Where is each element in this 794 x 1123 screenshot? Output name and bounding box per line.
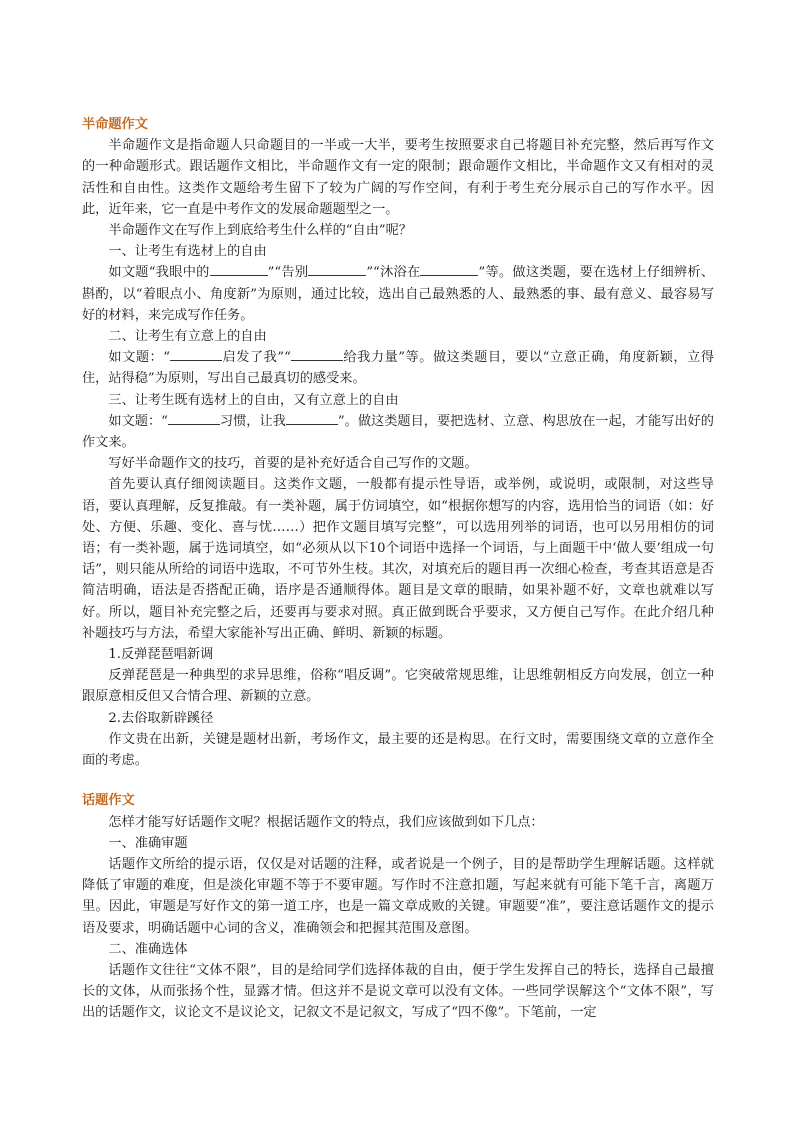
paragraph: 首先要认真仔细阅读题目。这类作文题，一般都有提示性导语，或举例，或说明，或限制，对这些导语，要认真理解，反复推敲。有一类补题，属于仿词填空，如“根据你想写的内容，选用恰当的词语（如：好处、方便、乐趣、变化、喜与忧……）把作文题目填写完整”，可以选用列举的词语，也可以另用相仿的词语；有一类补题，属于选词填空，如“必须从以下10个词语中选择一个词语，与上面题干中‘做人要’组成一句话”，则只能从所给的词语中选取，不可节外生枝。其次，对填充后的题目再一次细心检查，考查其语意是否简洁明确，语法是否搭配正确，语序是否通顺得体。题目是文章的眼睛，如果补题不好，文章也就难以写好。所以，题目补充完整之后，还要再与要求对照。真正做到既合乎要求，又方便自己写作。在此介绍几种补题技巧与方法，希望大家能补写出正确、鲜明、新颖的标题。 (82, 477, 714, 641)
text: 如文题：“ (108, 350, 170, 366)
subheading: 三、让考生既有选材上的自由，又有立意上的自由 (108, 392, 399, 408)
text: 习惯，让我 (219, 413, 286, 429)
document-page (82, 114, 714, 1024)
paragraph: 怎样才能写好话题作文呢？根据话题作文的特点，我们应该做到如下几点： (108, 814, 544, 830)
subheading: 一、准确审题 (108, 835, 188, 851)
text: ”“沐浴在 (366, 265, 421, 281)
paragraph-example-2 (82, 347, 714, 389)
text: 如文题：“ (108, 413, 168, 429)
text: ”。做这类题目，要把选材、立意、构思放在一起，才能写出好的作文来。 (82, 413, 714, 451)
text: ”等。做这类题，要在选材上仔细辨析、斟酌，以“着眼点小、角度新”为原则，通过比较，选出自己最熟悉的人、最熟悉的事、最有意义、最容易写好的材料，来完成写作任务。 (82, 265, 715, 323)
text: ”“告别 (267, 265, 309, 281)
text: 启发了我”“ (222, 350, 291, 366)
section-heading-half-title: 半命题作文 (82, 117, 148, 132)
subheading: 一、让考生有选材上的自由 (108, 244, 267, 260)
subheading: 1.反弹琵琶唱新调 (108, 647, 214, 663)
paragraph: 写好半命题作文的技巧，首要的是补充好适合自己写作的文题。 (108, 456, 478, 472)
paragraph: 半命题作文是指命题人只命题目的一半或一大半，要考生按照要求自己将题目补充完整，然后再写作文的一种命题形式。跟话题作文相比，半命题作文有一定的限制；跟命题作文相比，半命题作文又有相对的灵活性和自由性。这类作文题给考生留下了较为广阔的写作空间，有利于考生充分展示自己的写作水平。因此，近年来，它一直是中考作文的发展命题题型之一。 (82, 138, 714, 217)
fill-blank (168, 412, 220, 425)
fill-blank (170, 348, 222, 361)
paragraph: 半命题作文在写作上到底给考生什么样的“自由”呢？ (108, 223, 412, 239)
paragraph-example-3 (82, 411, 714, 453)
fill-blank (308, 263, 366, 276)
fill-blank (286, 412, 338, 425)
subheading: 二、让考生有立意上的自由 (108, 329, 267, 345)
section-gap (82, 771, 714, 790)
paragraph: 话题作文所给的提示语，仅仅是对话题的注释，或者说是一个例子，目的是帮助学生理解话题。这样就降低了审题的难度，但是淡化审题不等于不要审题。写作时不注意扣题，写起来就有可能下笔千言，离题万里。因此，审题是写好作文的第一道工序，也是一篇文章成败的关键。审题要“准”，要注意话题作文的提示语及要求，明确话题中心词的含义，准确领会和把握其范围及意图。 (82, 856, 714, 936)
paragraph: 反弹琵琶是一种典型的求异思维，俗称“唱反调”。它突破常规思维，让思维朝相反方向发展，创立一种跟原意相反但又合情合理、新颖的立意。 (82, 668, 714, 705)
subheading: 2.去俗取新辟蹊径 (108, 710, 214, 726)
paragraph-example-1 (82, 262, 714, 326)
fill-blank (291, 348, 343, 361)
fill-blank (420, 263, 478, 276)
subheading: 二、准确选体 (108, 941, 188, 957)
paragraph: 作文贵在出新，关键是题材出新，考场作文，最主要的还是构思。在行文时，需要围绕文章的立意作全面的考虑。 (82, 731, 714, 769)
text: 给我力量”等。做这类题目，要以“立意正确，角度新颖，立得住，站得稳”为原则，写出自己最真切的感受来。 (82, 350, 715, 387)
fill-blank (210, 263, 268, 276)
paragraph: 话题作文往往“文体不限”，目的是给同学们选择体裁的自由，便于学生发挥自己的特长，选择自己最擅长的文体，从而张扬个性，显露才情。但这并不是说文章可以没有文体。一些同学误解这个“文体不限”，写出的话题作文，议论文不是议论文，记叙文不是记叙文，写成了“四不像”。下笔前，一定 (82, 962, 714, 1021)
section-heading-topic: 话题作文 (82, 793, 135, 809)
text: 如文题“我眼中的 (108, 265, 210, 281)
